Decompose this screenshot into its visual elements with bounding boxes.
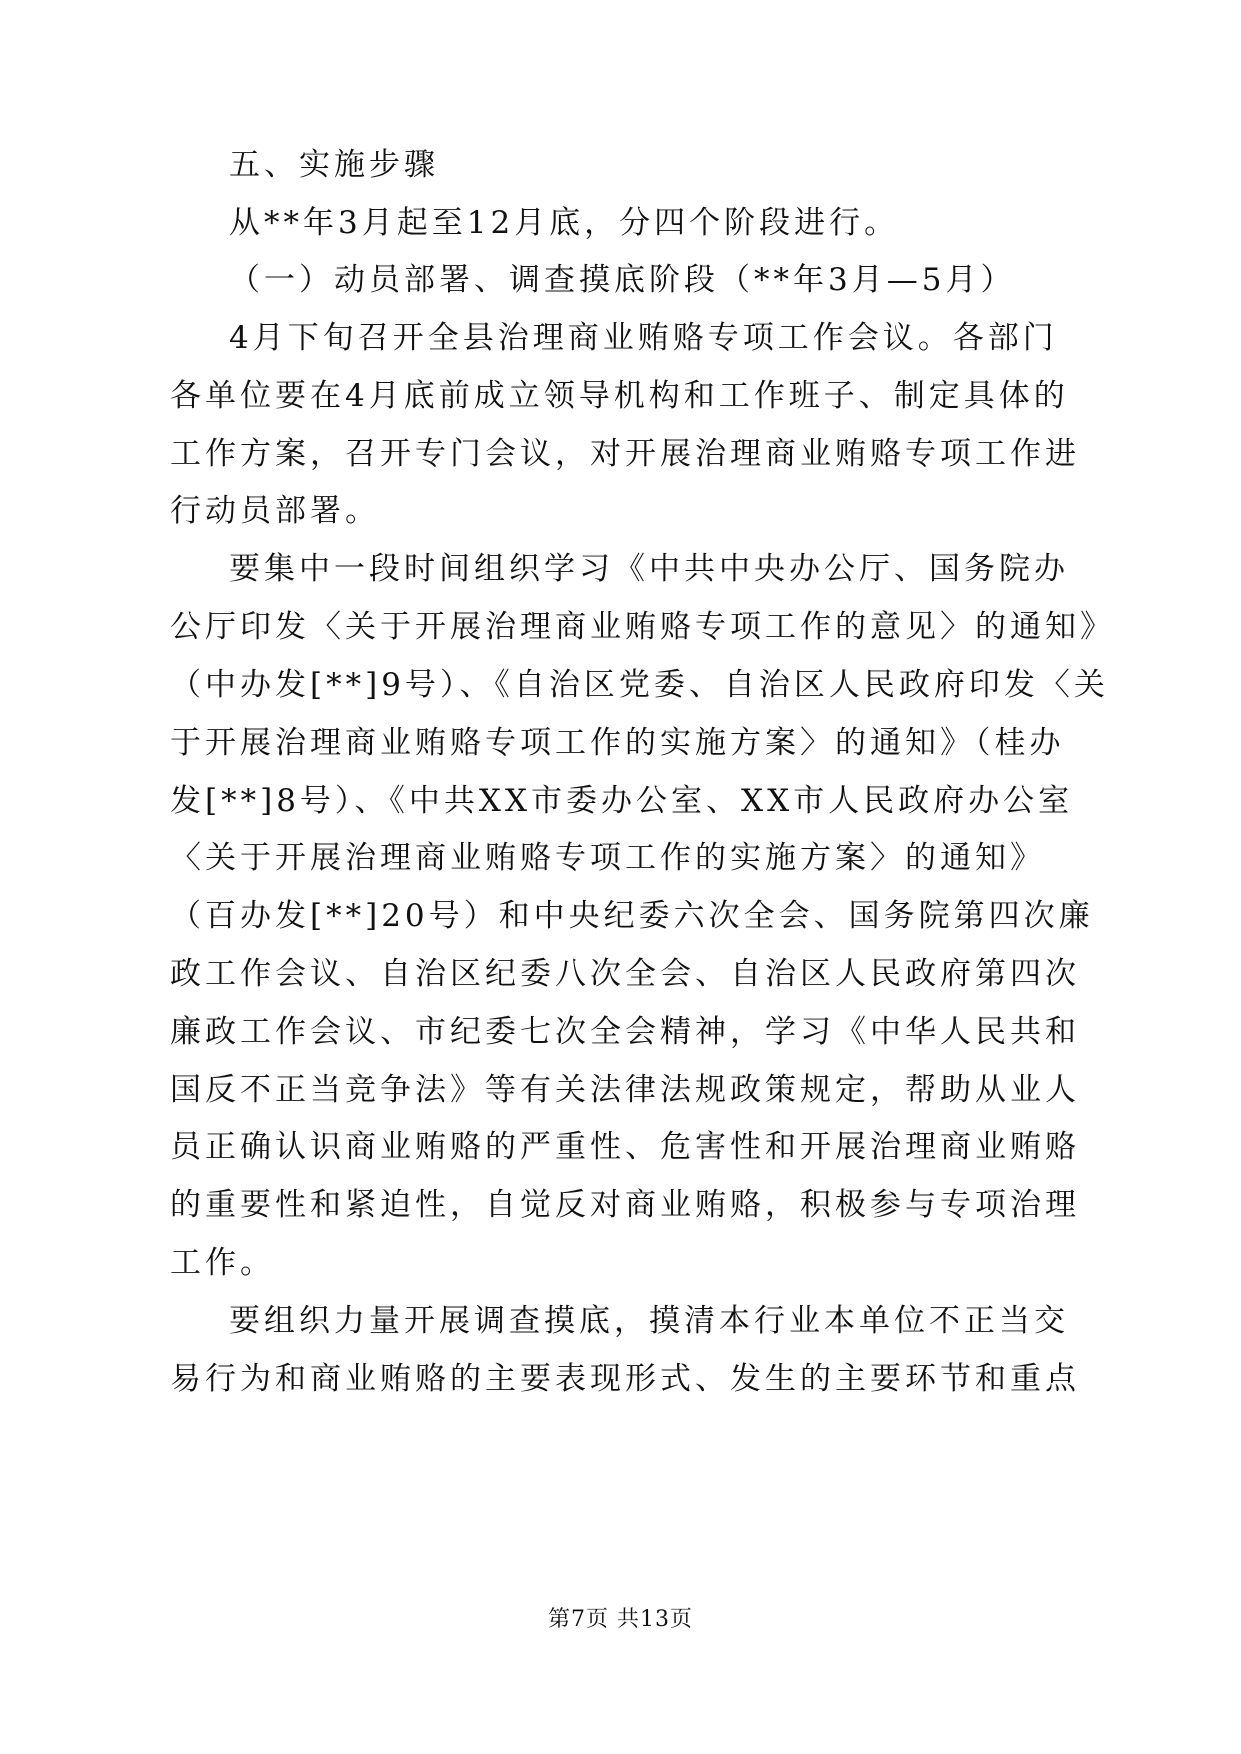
- body-line: 4月下旬召开全县治理商业贿赂专项工作会议。各部门: [229, 320, 1058, 356]
- section-heading: 五、实施步骤: [229, 147, 439, 183]
- body-line: 公厅印发〈关于开展治理商业贿赂专项工作的意见〉的通知》: [170, 609, 1115, 645]
- body-line: 发[**]8号）、《中共XX市委办公室、XX市人民政府办公室: [170, 783, 1074, 819]
- body-line: 员正确认识商业贿赂的严重性、危害性和开展治理商业贿赂: [170, 1129, 1080, 1165]
- body-line: 工作。: [170, 1245, 275, 1281]
- body-line: 从**年3月起至12月底，分四个阶段进行。: [229, 205, 900, 241]
- body-line: （百办发[**]20号）和中央纪委六次全会、国务院第四次廉: [170, 898, 1094, 934]
- subsection-heading: （一）动员部署、调查摸底阶段（**年3月—5月）: [229, 262, 1016, 298]
- body-line: 行动员部署。: [170, 493, 380, 529]
- body-line: 易行为和商业贿赂的主要表现形式、发生的主要环节和重点: [170, 1361, 1080, 1397]
- body-line: 各单位要在4月底前成立领导机构和工作班子、制定具体的: [170, 378, 1069, 414]
- body-line: 政工作会议、自治区纪委八次全会、自治区人民政府第四次: [170, 956, 1080, 992]
- body-line: （中办发[**]9号）、《自治区党委、自治区人民政府印发〈关: [170, 667, 1109, 703]
- body-line: 〈关于开展治理商业贿赂专项工作的实施方案〉的通知》: [170, 840, 1045, 876]
- body-line: 要组织力量开展调查摸底，摸清本行业本单位不正当交: [229, 1303, 1069, 1339]
- body-line: 的重要性和紧迫性，自觉反对商业贿赂，积极参与专项治理: [170, 1187, 1080, 1223]
- body-line: 廉政工作会议、市纪委七次全会精神，学习《中华人民共和: [170, 1014, 1080, 1050]
- body-line: 于开展治理商业贿赂专项工作的实施方案〉的通知》（桂办: [170, 725, 1065, 761]
- body-line: 工作方案，召开专门会议，对开展治理商业贿赂专项工作进: [170, 436, 1080, 472]
- page-number-footer: 第7页 共13页: [548, 1607, 693, 1632]
- body-line: 要集中一段时间组织学习《中共中央办公厅、国务院办: [229, 551, 1069, 587]
- body-line: 国反不正当竞争法》等有关法律法规政策规定，帮助从业人: [170, 1072, 1080, 1108]
